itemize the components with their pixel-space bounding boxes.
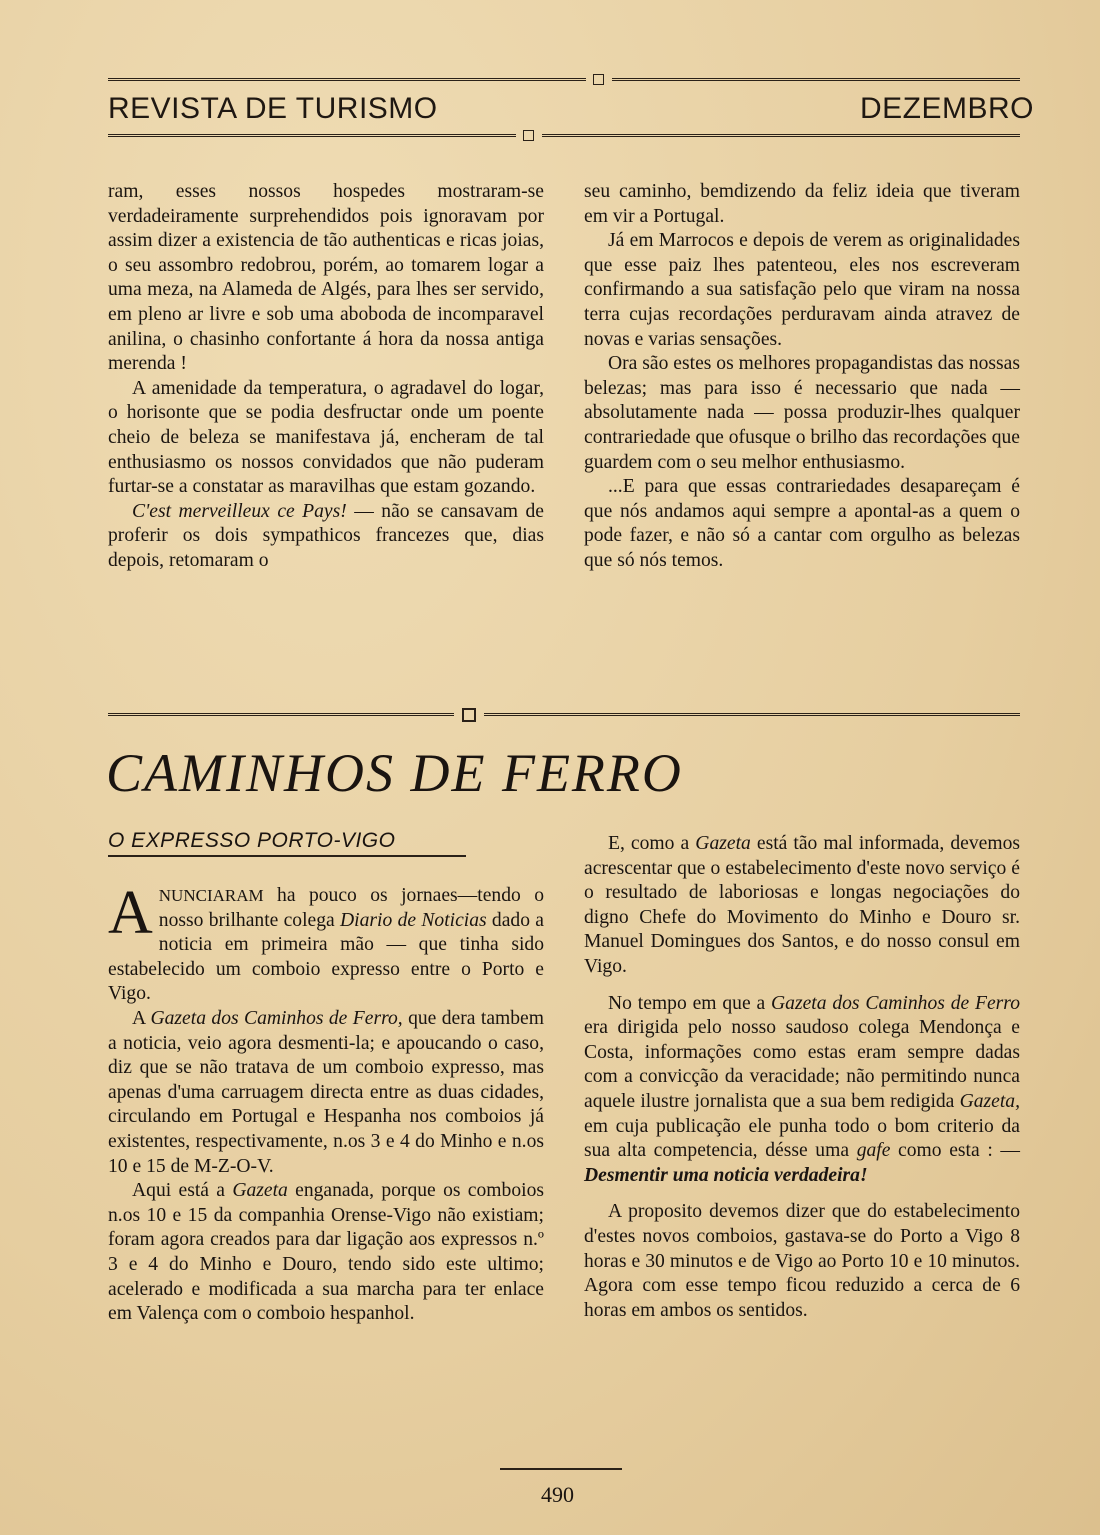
header-right-title: DEZEMBRO [860,92,1035,125]
paragraph-text: — não se cansavam de proferir os dois sympathicos francezes que, dias depois, retomaram o [108,500,544,571]
article-title: O EXPRESSO PORTO-VIGO [108,829,466,857]
paragraph [108,1179,544,1327]
paragraph-text: Aqui está a [132,1180,233,1202]
italic-phrase: Desmentir uma noticia verdadeira! [584,1164,868,1186]
separator-rule-right [484,713,1020,716]
page-number: 490 [541,1482,574,1507]
top-right-column [584,180,1020,574]
paragraph: seu caminho, bemdizendo da feliz ideia que tiveram em vir a Portugal. [584,181,1020,227]
header-bottom-rule-right [542,134,1020,137]
bottom-left-column [108,879,544,1327]
italic-phrase: C'est merveilleux ce Pays! [132,500,347,522]
paragraph [108,879,544,1007]
paragraph [584,832,1020,980]
paragraph: Ora são estes os melhores propagandistas das nossas belezas; mas para isso é necessario que nada — absolutamente nada — possa produzir-lhes qualquer contrariedade que ofusque o brilho das recordações que guardem com o seu melhor enthusiasmo. [584,353,1020,473]
paragraph: A amenidade da temperatura, o agradavel do logar, o horisonte que se podia desfructar onde um poente cheio de beleza se manifestava já, encheram de tal enthusiasmo os nossos convidados que não puderam furtar-se a constatar as maravilhas que estam gozando. [108,377,544,498]
paragraph-text: ha pouco os jornaes—tendo o nosso brilhante colega [158,885,544,931]
paragraph-text: enganada, porque os comboios n.os 10 e 15 da companhia Orense-Vigo não existiam; foram agora creados para dar ligação aos expressos n.º 3 e 4 do Minho e Douro, tendo sido este ultimo; acelerado e modificada a sua marcha para ter enlace em Valença com o comboio hespanhol. [108,1180,544,1325]
footer-rule [500,1468,622,1470]
header-top-rule-left [108,78,586,81]
paragraph-text: como esta : — [890,1140,1021,1162]
header-bottom-square [523,130,534,141]
separator-rule-left [108,713,454,716]
paragraph-text: que dera tambem a noticia, veio agora desmenti-la; e apoucando o caso, diz que se não tratava de um comboio expresso, mas apenas d'uma carruagem directa entre as duas cidades, circulando em Portugal e Hespanha nos comboios já existentes, respectivamente, n.os 3 e 4 do Minho e n.os 10 e 15 de M-Z-O-V. [108,1007,544,1177]
paragraph-text: No tempo em que a [608,992,771,1014]
separator-ornament [462,708,476,722]
small-caps-word: NUNCIARAM [158,886,264,905]
header-top-rule-right [612,78,1020,81]
paragraph [584,992,1020,1189]
italic-phrase: gafe [856,1140,891,1162]
paragraph: Já em Marrocos e depois de verem as originalidades que esse paiz lhes patenteou, eles nos escreveram confirmando a sua satisfação pelo que viram na nossa terra cujas recordações perduravam ainda atravez de novas e varias sensações. [584,230,1020,350]
paragraph-text: era dirigida pelo nosso saudoso colega Mendonça e Costa, informações como estas eram sempre dadas com a convicção da veracidade; não permitindo nunca aquele ilustre jornalista que a sua bem redigida [584,1017,1020,1112]
paragraph [108,1007,544,1179]
bottom-right-column [584,832,1020,1323]
paragraph-text: está tão mal informada, devemos acrescentar que o estabelecimento d'este novo serviço é o resultado de laboriosas e longas negociações do digno Chefe do Movimento do Minho e Douro sr. Manuel Domingues dos Santos, e do nosso consul em Vigo. [584,833,1020,977]
paragraph: ram, esses nossos hospedes mostraram-se verdadeiramente surprehendidos pois ignoravam por assim dizer a existencia de tão authenticas e ricas joias, o seu assombro redobrou, porém, ao tomarem logar a uma meza, na Alameda de Algés, para lhes ser servido, em pleno ar livre e sob uma aboboda de incomparavel anilina, o chasinho confortante á hora da nossa antiga merenda ! [108,181,544,375]
italic-phrase: Gazeta [232,1180,288,1202]
paragraph-text: E, como a [608,833,696,854]
drop-cap: A [108,879,153,947]
paragraph [108,500,544,574]
paragraph-text: em cuja publicação ele punha todo o bom criterio da sua alta competencia, désse uma [584,1115,1020,1162]
section-title: CAMINHOS DE FERRO [106,743,683,803]
italic-phrase: Diario de Noticias [340,909,487,931]
header-top-square [593,74,604,85]
paragraph: ...E para que essas contrariedades desapareçam é que nós andamos aqui sempre a apontal-as a quem o pode fazer, e não só a cantar com orgulho as belezas que só nós temos. [584,476,1020,571]
italic-phrase: Gazeta dos Caminhos de Ferro, [150,1007,403,1029]
paragraph-text: A [132,1007,151,1029]
header-bottom-rule-left [108,134,516,137]
header-left-title: REVISTA DE TURISMO [108,92,438,125]
italic-phrase: Gazeta [695,833,751,854]
paragraph-text: dado a noticia em primeira mão — que tinha sido estabelecido um comboio expresso entre o Porto e Vigo. [108,909,544,1005]
italic-phrase: Gazeta, [959,1090,1020,1112]
italic-phrase: Gazeta dos Caminhos de Ferro [771,992,1020,1014]
top-left-column [108,180,544,574]
paragraph: A proposito devemos dizer que do estabelecimento d'estes novos comboios, gastava-se do Porto a Vigo 8 horas e 30 minutos e de Vigo ao Porto 10 e 10 minutos. Agora com esse tempo ficou reduzido a cerca de 6 horas em ambos os sentidos. [584,1201,1020,1321]
